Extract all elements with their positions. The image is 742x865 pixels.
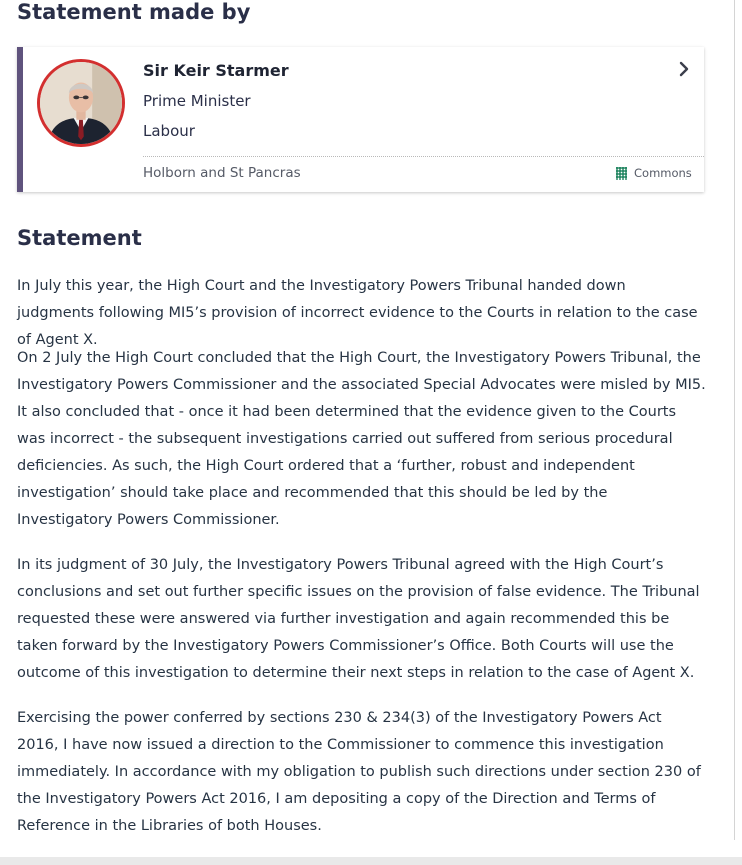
house-indicator xyxy=(615,164,692,182)
statement-heading: Statement xyxy=(17,226,142,250)
house-label: Commons xyxy=(634,166,692,180)
statement-paragraph: Exercising the power conferred by sections 230 & 234(3) of the Investigatory Powers Act 2016, I have now issued a direction to the Commissioner to commence this investigation immediately. In accordance with my obligation to publish such directions under section 230 of the Investigatory Powers Act 2016, I am depositing a copy of the Direction and Terms of Reference in the Libraries of both Houses. xyxy=(17,710,701,834)
member-name[interactable]: Sir Keir Starmer xyxy=(143,61,289,80)
statement-paragraph: In its judgment of 30 July, the Investigatory Powers Tribunal agreed with the High Court’s conclusions and set out further specific issues on the provision of false evidence. The Tribunal requested these were answered via further investigation and again recommended this be taken forward by the Investigatory Powers Commissioner’s Office. Both Courts will use the outcome of this investigation to determine their next steps in relation to the case of Agent X. xyxy=(17,557,700,681)
statement-made-by-heading: Statement made by xyxy=(17,0,251,24)
chevron-right-icon[interactable] xyxy=(677,61,691,77)
statement-paragraph: In July this year, the High Court and the Investigatory Powers Tribunal handed down judgments following MI5’s provision of incorrect evidence to the Courts in relation to the case of Agent X. xyxy=(17,278,698,348)
page-bottom-band xyxy=(0,857,742,865)
member-party: Labour xyxy=(143,122,195,140)
card-divider xyxy=(143,156,704,157)
member-card[interactable] xyxy=(17,47,704,192)
content-border xyxy=(734,0,735,840)
statement-paragraph: On 2 July the High Court concluded that the High Court, the Investigatory Powers Tribunal, the Investigatory Powers Commissioner and the associated Special Advocates were misled by MI5. It also concluded that - once it had been determined that the evidence given to the Courts was incorrect - the subsequent investigations carried out suffered from serious procedural deficiencies. As such, the High Court ordered that a ‘further, robust and independent investigation’ should take place and recommended that this should be led by the Investigatory Powers Commissioner. xyxy=(17,350,706,528)
member-portrait-image xyxy=(40,62,122,144)
member-avatar xyxy=(37,59,125,147)
member-constituency: Holborn and St Pancras xyxy=(143,165,301,181)
portcullis-icon xyxy=(615,166,628,180)
member-role: Prime Minister xyxy=(143,92,251,110)
